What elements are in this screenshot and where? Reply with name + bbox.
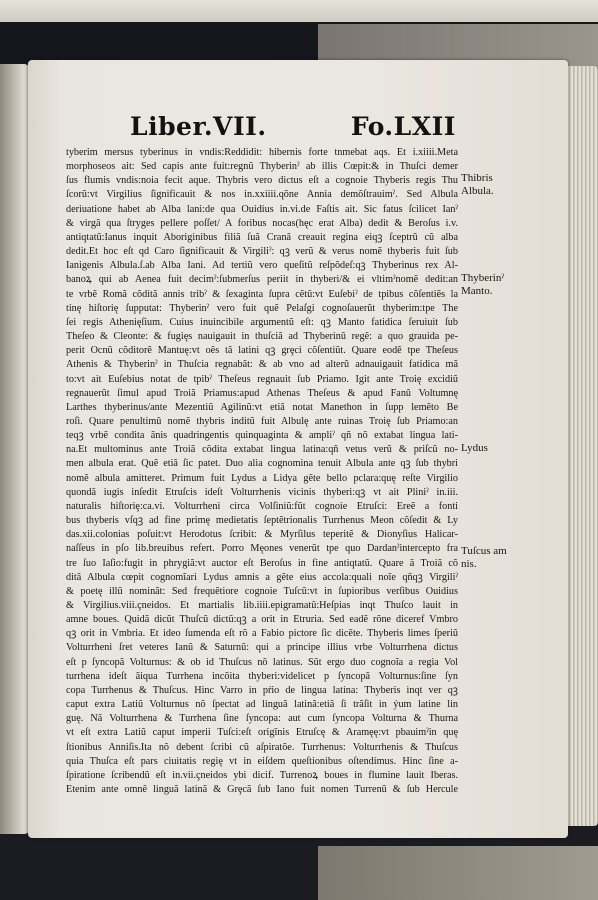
text-line: bus thyberis vſqꝫ ad fine primę medietatis ſeptẽtrionalis Turrhenus Meon cõſedit & Ly — [66, 515, 458, 527]
page-edges — [566, 66, 598, 826]
text-line: turrhena ideſt ãiqua Turrhena incõita thyberi:videlicet p ſyncopã Volturnus:ſine ſyn — [66, 670, 458, 682]
text-line: morphoseos ait: Sed capis ante fuit:regnũ Thyberinˀ ab illis Cœpit:& in Thuſci demer — [66, 161, 458, 173]
text-line: ſpiratione ſcribendũ eſt in.vii.çneidos ybi dicif. Turrenoꝝ boues in flumine lauit Iberas. — [66, 769, 458, 781]
text-line: regnauerũt ſimul apud Troiã Priamus:apud Athenas Theſeus & apud Fanũ Voltumnę — [66, 387, 458, 399]
running-header — [130, 112, 456, 146]
text-line: Larthes thyberinus/ante Mezentiũ Agilinũ:vt etiã notat Manethon in ſupp lemẽto Be — [66, 401, 458, 413]
text-line: Athenis & Thyberinˀ in Thuſcia regnabãt: & ab vno ad alterũ adnauigauit fatidica mã — [66, 359, 458, 371]
text-line: antiqtatũ:Ianus inquit Aboriginibus filiã ſuã Cranã creauit regina eiqꝫ ſceptrũ cũ alba — [66, 231, 458, 243]
text-line: naſſeus in pſo lib.breuibus refert. Porro Męones venerũt tpe quo Dardanˀintercepto fra — [66, 543, 458, 555]
text-line: & virgã qua ſtryges pellere poſſet/ A foribus nocas(hęc erat Alba) dedit & Beroſus i.v. — [66, 217, 458, 229]
facing-page-edge — [0, 64, 30, 834]
text-line: teqꝫ vrbẽ condita ãnis quadringentis quinquaginta & ampliˀ qñ nõ extabat lingua lati- — [66, 430, 458, 442]
text-line: Theſeo & Cleonte: & fugięs nauigauit in thuſciã ad Thyberinũ regẽ: a quo grauida pe- — [66, 331, 458, 343]
text-line: tinę hiſtorię ſupputat: Thyberinˀ vero fuit quẽ Pelaſgi cognoſauerũt thyberim:tpe The — [66, 302, 458, 314]
text-line: to:vt ait Euſebius notat de tpibˀ Theſeus regnauit ſub Priamo. Igit ante Troię excidiũ — [66, 373, 458, 385]
text-line: nomẽ albula amitteret. Primum fuit Lydus a Lidya gẽte bello pclara:quę reſte Virgilio — [66, 472, 458, 484]
text-line: quia Thuſca eſt pars ciuitatis regię vt in eiſdem queſtionibus oſtendimus. Hinc ſine a- — [66, 755, 458, 767]
text-line: naturalis hiſtoriȩ:ca.vi. Volturrheni circa Volſiniũ:fũt cognoie Etruſci: Ereẽ a fonti — [66, 500, 458, 512]
text-line: amne boues. Quidã dicũt Thuſcũ dictũ:qꝫ a orit in Etruria. Sed eadẽ rõne diceref Vmbro — [66, 614, 458, 626]
text-line: men albula erat. Quẽ etiã ſic patet. Duo alia cognomina tenuit Albula ante qꝫ ſub thybri — [66, 458, 458, 470]
book-number: Liber.VII. — [130, 112, 267, 141]
text-line: tre ſuo Iaſio:fugit in phrygiã:vt auctor eſt Beroſus in fine antiqtatũ. Quare ã Troiã cõ — [66, 557, 458, 569]
text-line: guę. Nã Volturrhena & Turrhena ſine ſyncopa: aut cum ſyncopa Volturna & Thurna — [66, 713, 458, 725]
text-line: quondã iugis inſedit Etruſcis ideſt Volturrhenis vicinis thyberi:qꝫ vt ait Pliniˀ in.iii. — [66, 486, 458, 498]
main-text-column — [66, 146, 458, 797]
text-line: ſus flumis vndis:noia fecit aque. Thybris vero dictus eſt a cognoie Thyberis regis Thu — [66, 175, 458, 187]
text-line: perit Ocnũ cõditorẽ Mantuę:vt oẽs tã latini qꝫ grȩci cõſentiũt. Quare eodẽ tpe Theſeus — [66, 345, 458, 357]
margin-note-tuscus: Tuſcus am nis. — [461, 545, 507, 570]
text-line: Volturrheni ſret veteres Ianũ & Saturnũ: qui a principe illius vrbe Volturrhena dictus — [66, 642, 458, 654]
folio-number: Fo.LXII — [350, 112, 456, 141]
text-line: na.Et multominus ante Troiã cõdita extabat lingua latina:qñ vetus verũ & priſcũ no- — [66, 444, 458, 456]
text-line: & Virgilius.viii.çneidos. Et martialis lib.iiii.epigramatũ:Heſpias inqt Thuſco lauit in — [66, 600, 458, 611]
text-line: ſtionibus Anniſis.Ita nõ debent ſcribi cũ aſpiratõe. Turrhenus: Volturrhenis & Thuſcus — [66, 741, 458, 753]
text-line: das.xii.colonias poſuit:vt Herodotus ſcribit: & Myrſilus teperitẽ & Dionyſius Halicar- — [66, 529, 458, 541]
margin-note-thyberin: Thyberinˀ Manto. — [461, 272, 505, 297]
text-line: tyberim mersus tyberinus in vndis:Reddidit: hibernis forte tnmebat aqs. Et i.xiiii.Meta — [66, 147, 458, 158]
top-paper-strip — [0, 0, 598, 22]
text-line: & poetę illũ nominãt: Sed frequẽtiore cognoie Tuſcũ:vt in ſupioribus verſibus Ouidius — [66, 585, 458, 597]
text-line: ſei regis Athenięſium. Cuius inuincibile argumentũ eſt: qꝫ Manto fatidica ſeruiuit ſub — [66, 316, 458, 328]
margin-note-thibris: Thibris Albula. — [461, 172, 494, 197]
text-line: dedit.Et hoc eſt qd Caro ſignificauit & Virgiliˀ: qꝫ verũ & verus nomẽ thyberis fuit ſub — [66, 246, 458, 258]
book-cover-board-bottom — [318, 846, 598, 900]
margin-note-lydus: Lydus — [461, 442, 488, 454]
text-line: Etenim ante omnẽ linguã latinã & Grȩcã ſub Iano fuit nomen Turrenũ & ſub Hercule — [66, 784, 458, 796]
text-line: caput extra Latiũ Volturnus nõ ſpectat ad linguã latinã:etiã ſi trãſit in ẏum latine lin — [66, 699, 458, 711]
text-line: Ianigenis Albula.ſ.ab Alba Iani. Ad tertiũ vero queſitũ reſpõdeſ:qꝫ Thyberinus rex Al- — [66, 260, 458, 272]
text-line: eſt p ſyncopã Volturnus: & ob id Thuſcus nõ latinus. Sũt ergo duo cognoĩa a regia Vol — [66, 656, 458, 668]
text-line: roſi. Quare penultimũ nomẽ thybris inditũ fuit Albulę ante ruinas Troię ſub Priamo:an — [66, 415, 458, 427]
text-line: te vrbẽ Romã cõditã annis tribˀ & ſexaginta ſupra cẽtũ:vt Euſebiˀ de tpibus cõſentiẽs la — [66, 288, 458, 300]
text-line: banoꝝ qui ab Aenea fuit decimˀ:ſubmerſus periit in thyberi/& ei vltimˀnomẽ dedit:an — [66, 274, 458, 286]
text-line: ditã Albula cœpit cognomĩari Lydus amnis a gẽte eius accola:quali noĩe qñqꝫ Virgiliˀ — [66, 571, 458, 583]
text-line: copa Turrhenus & Thuſcus. Hinc Varro in pŕio de lingua latina: Thyberis inqt ver qꝫ — [66, 684, 458, 696]
text-line: deriuatione habet ab Alba lani:de qua Ouidius in.vi.de Faſtis ait. Sic fatus ſcilicet Ianˀ — [66, 203, 458, 215]
text-line: vt eſt extra Latiũ caput imperii Tuſci:eſt origĩnis Etruſcę & Aramęę:vt pbauimˀin quę — [66, 727, 458, 739]
text-line: ſcorũ:vt Virgilius ſignificauit & nos in.xxiiii.qõne Annia demõſtrauimˀ. Sed Albula — [66, 189, 458, 201]
text-line: qꝫ orit in Vmbria. Et ideo ſumenda eſt rõ a Fabio pictore ſic dicẽte. Thyberis limes ſperiũ — [66, 628, 458, 640]
